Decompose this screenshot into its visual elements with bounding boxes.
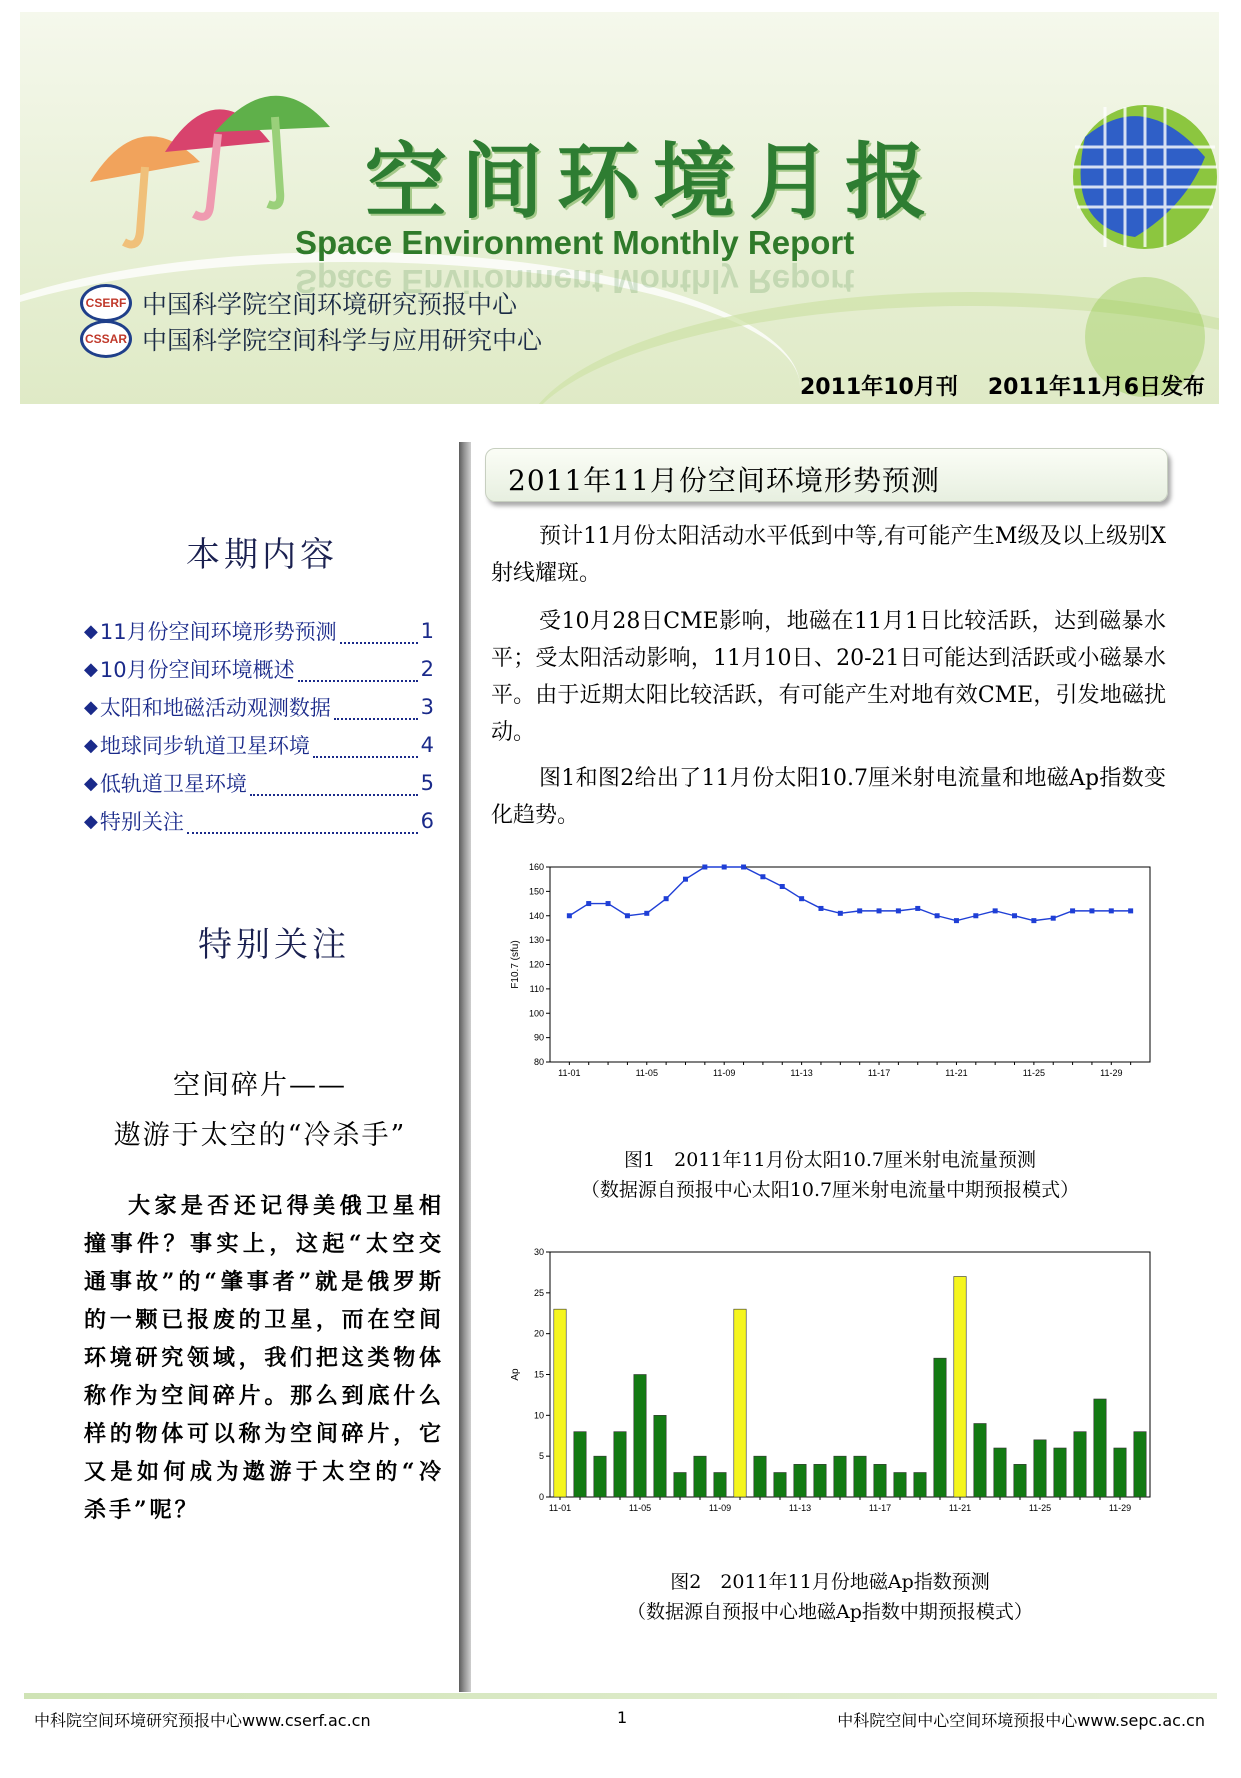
y-tick-label: 160 (528, 862, 544, 872)
diamond-bullet-icon: ◆ (84, 658, 98, 680)
y-tick-label: 10 (533, 1410, 544, 1421)
release-date: 2011年11月6日发布 (987, 375, 1205, 400)
page-number: 1 (617, 1708, 628, 1727)
toc-item[interactable] (84, 802, 434, 840)
org-cserf (80, 284, 517, 322)
fig2-source: （数据源自预报中心地磁Ap指数中期预报模式） (627, 1601, 1033, 1623)
x-tick-label: 11-05 (628, 1503, 652, 1513)
y-tick-label: 80 (533, 1057, 544, 1067)
f107-data-point (683, 877, 688, 882)
toc-item-label: 10月份空间环境概述 (99, 658, 295, 682)
f107-data-point (722, 865, 727, 870)
toc-item-label: 特别关注 (99, 810, 184, 834)
toc-item-label: 太阳和地磁活动观测数据 (99, 696, 331, 720)
ap-bar (1094, 1399, 1106, 1497)
f107-data-point (896, 908, 901, 913)
f107-data-point (1070, 908, 1075, 913)
issue-info (800, 370, 1205, 401)
x-tick-label: 11-25 (1028, 1503, 1052, 1513)
f107-data-point (664, 896, 669, 901)
x-tick-label: 11-17 (868, 1503, 892, 1513)
paragraph-1: 预计11月份太阳活动水平低到中等,有可能产生M级及以上级别X射线耀斑。 (491, 524, 1166, 586)
y-tick-label: 5 (538, 1451, 544, 1462)
ap-bar (674, 1473, 686, 1498)
header-banner (20, 12, 1219, 404)
journal-title-reflection: Space Environment Monthly Report (295, 263, 855, 300)
journal-title-en: Space Environment Monthly Report (295, 224, 855, 261)
x-tick-label: 11-01 (548, 1503, 572, 1513)
x-tick-label: 11-09 (713, 1068, 736, 1078)
toc-item-label: 低轨道卫星环境 (99, 772, 247, 796)
y-tick-label: 25 (533, 1287, 544, 1298)
toc-item-page: 3 (420, 695, 434, 719)
f107-data-point (935, 913, 940, 918)
ap-bar (754, 1456, 766, 1497)
toc-leader (334, 717, 418, 720)
y-tick-label: 150 (528, 886, 544, 897)
ap-bar (714, 1473, 726, 1498)
fig1-caption: 图1 2011年11月份太阳10.7厘米射电流量预测 (624, 1149, 1036, 1171)
ap-bar (814, 1464, 826, 1497)
y-tick-label: 30 (533, 1247, 544, 1257)
diamond-bullet-icon: ◆ (84, 696, 98, 718)
toc-leader (298, 679, 418, 682)
f107-data-point (1128, 908, 1133, 913)
ap-bar (1134, 1432, 1146, 1497)
article-body: 大家是否还记得美俄卫星相撞事件？事实上，这起“太空交通事故”的“肇事者”就是俄罗斯的一颗已报废的卫星，而在空间环境研究领域，我们把这类物体称作为空间碎片。那么到底什么样的物体可以称为空间碎片，它又是如何成为遨游于太空的“冷杀手”呢？ (84, 1193, 444, 1523)
fig1-source: （数据源自预报中心太阳10.7厘米射电流量中期预报模式） (580, 1179, 1080, 1201)
y-tick-label: 90 (533, 1032, 544, 1043)
ap-bar (954, 1277, 966, 1498)
toc-title: 本期内容 (186, 535, 338, 575)
article-title-line1: 空间碎片—— (173, 1070, 347, 1101)
y-tick-label: 130 (528, 935, 544, 946)
toc-leader (250, 793, 418, 796)
f107-data-point (606, 901, 611, 906)
org-name: 中国科学院空间环境研究预报中心 (142, 290, 518, 319)
f107-data-point (1012, 913, 1017, 918)
ap-bar (594, 1456, 606, 1497)
x-tick-label: 11-13 (790, 1068, 813, 1078)
ap-bar (1074, 1432, 1086, 1497)
issue-number: 2011年10月刊 (799, 375, 958, 400)
y-tick-label: 110 (529, 983, 544, 994)
f107-data-point (915, 906, 920, 911)
ap-bar (634, 1375, 646, 1498)
f107-data-point (644, 911, 649, 916)
y-tick-label: 15 (533, 1369, 544, 1380)
f107-data-point (780, 884, 785, 889)
y-axis-label: F10.7 (sfu) (510, 940, 521, 989)
y-tick-label: 100 (528, 1008, 544, 1019)
journal-title-cn: 空间环境月报 (365, 134, 942, 230)
x-tick-label: 11-21 (948, 1503, 972, 1513)
ap-bar (774, 1473, 786, 1498)
x-tick-label: 11-21 (945, 1068, 968, 1078)
f107-series-line (569, 867, 1130, 921)
toc-item[interactable] (84, 612, 434, 650)
footer-rule (24, 1693, 1217, 1699)
cserf-logo: CSERF (80, 284, 132, 322)
x-tick-label: 11-17 (867, 1068, 891, 1078)
f107-data-point (973, 913, 978, 918)
f107-data-point (567, 913, 572, 918)
toc-item[interactable] (84, 726, 434, 764)
diamond-bullet-icon: ◆ (84, 734, 98, 756)
f107-data-point (741, 865, 746, 870)
f107-data-point (1031, 918, 1036, 923)
table-of-contents (84, 612, 434, 840)
f107-data-point (760, 874, 765, 879)
diamond-bullet-icon: ◆ (84, 620, 98, 642)
toc-leader (340, 641, 418, 644)
toc-item-label: 11月份空间环境形势预测 (99, 620, 337, 644)
ap-bar (794, 1464, 806, 1497)
section-title: 2011年11月份空间环境形势预测 (508, 464, 940, 497)
ap-bar (614, 1432, 626, 1497)
toc-item[interactable] (84, 650, 434, 688)
f107-data-point (877, 908, 882, 913)
f107-data-point (1089, 908, 1094, 913)
ap-bar (574, 1432, 586, 1497)
ap-bar (694, 1456, 706, 1497)
toc-item-page: 2 (420, 657, 434, 681)
toc-item-label: 地球同步轨道卫星环境 (99, 734, 310, 758)
f107-data-point (625, 913, 630, 918)
f107-data-point (818, 906, 823, 911)
ap-bar-chart (490, 1240, 1170, 1530)
f107-data-point (993, 908, 998, 913)
special-title: 特别关注 (198, 925, 350, 965)
x-tick-label: 11-01 (558, 1068, 581, 1078)
ap-bar (554, 1309, 566, 1497)
y-tick-label: 20 (533, 1328, 544, 1339)
toc-leader (187, 831, 418, 834)
ap-bar (914, 1473, 926, 1498)
toc-item-page: 1 (420, 619, 434, 643)
globe-illustration (1025, 97, 1219, 404)
toc-item-page: 5 (420, 771, 434, 795)
ap-bar (654, 1415, 666, 1497)
y-tick-label: 0 (538, 1492, 544, 1502)
paragraph-3: 图1和图2给出了11月份太阳10.7厘米射电流量和地磁Ap指数变化趋势。 (491, 766, 1166, 828)
toc-item[interactable] (84, 688, 434, 726)
f107-data-point (586, 901, 591, 906)
ap-bar (734, 1309, 746, 1497)
f107-data-point (799, 896, 804, 901)
diamond-bullet-icon: ◆ (84, 772, 98, 794)
ap-bar (934, 1358, 946, 1497)
column-divider (459, 442, 471, 1692)
x-tick-label: 11-05 (635, 1068, 658, 1078)
org-name: 中国科学院空间科学与应用研究中心 (142, 326, 543, 355)
x-tick-label: 11-25 (1022, 1068, 1046, 1078)
diamond-bullet-icon: ◆ (84, 810, 98, 832)
org-cssar (80, 320, 542, 358)
f107-data-point (1051, 916, 1056, 921)
footer-right: 中科院空间中心空间环境预报中心www.sepc.ac.cn (837, 1711, 1205, 1730)
f107-data-point (702, 865, 707, 870)
x-tick-label: 11-13 (788, 1503, 812, 1513)
cssar-logo: CSSAR (80, 320, 132, 358)
toc-item-page: 4 (420, 733, 434, 757)
toc-item[interactable] (84, 764, 434, 802)
ap-bar (1014, 1464, 1026, 1497)
y-axis-label: Ap (510, 1368, 521, 1381)
f107-data-point (1109, 908, 1114, 913)
ap-bar (854, 1456, 866, 1497)
ap-bar (874, 1464, 886, 1497)
ap-bar (1114, 1448, 1126, 1497)
toc-item-page: 6 (420, 809, 434, 833)
fig2-caption: 图2 2011年11月份地磁Ap指数预测 (670, 1571, 990, 1593)
ap-bar (834, 1456, 846, 1497)
x-tick-label: 11-29 (1108, 1503, 1132, 1513)
f107-data-point (857, 908, 862, 913)
ap-bar (894, 1473, 906, 1498)
ap-bar (1034, 1440, 1046, 1497)
y-tick-label: 140 (528, 910, 544, 921)
y-tick-label: 120 (528, 959, 544, 970)
section-header (485, 448, 1168, 502)
article-title-line2: 遨游于太空的“冷杀手” (113, 1120, 407, 1151)
f107-line-chart (490, 855, 1170, 1095)
x-tick-label: 11-29 (1100, 1068, 1123, 1078)
plot-frame (550, 867, 1150, 1062)
ap-bar (974, 1424, 986, 1498)
paragraph-2: 受10月28日CME影响，地磁在11月1日比较活跃，达到磁暴水平；受太阳活动影响，11月10日、20-21日可能达到活跃或小磁暴水平。由于近期太阳比较活跃，有可能产生对地有效CME，引发地磁扰动。 (491, 609, 1166, 745)
toc-leader (313, 755, 418, 758)
x-tick-label: 11-09 (708, 1503, 732, 1513)
ap-bar (994, 1448, 1006, 1497)
ap-bar (1054, 1448, 1066, 1497)
f107-data-point (954, 918, 959, 923)
f107-data-point (838, 911, 843, 916)
footer-left: 中科院空间环境研究预报中心www.cserf.ac.cn (34, 1711, 371, 1730)
